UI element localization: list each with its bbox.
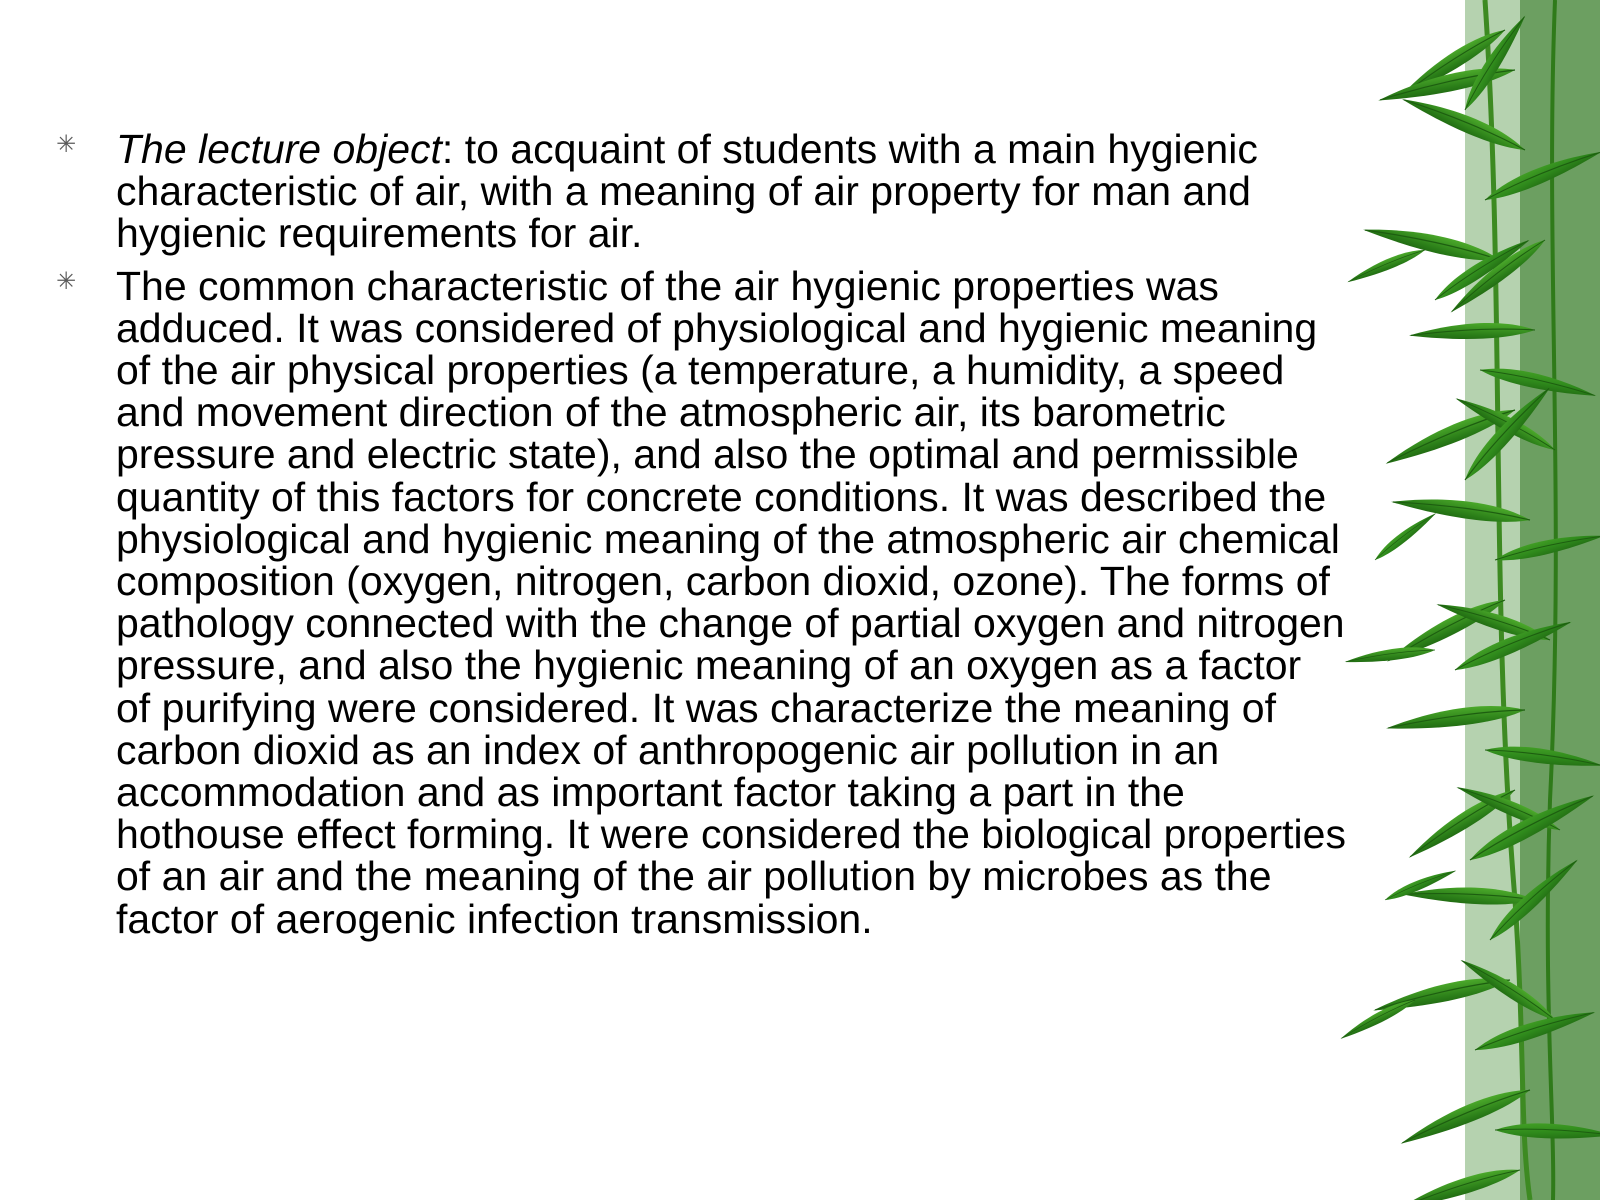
bullet-item-1 [56, 128, 1346, 255]
asterisk-bullet-icon: ✳ [56, 130, 77, 158]
asterisk-bullet-icon: ✳ [56, 266, 77, 295]
bullet-body: : to acquaint of students with a main hygienic characteristic of air, with a meaning of air property for man and hygienic requirements for air. [116, 126, 1258, 257]
bullet-text [116, 128, 1346, 255]
lead-label: The lecture object [116, 126, 442, 172]
bullet-text [116, 262, 1346, 942]
bullet-item-2 [56, 262, 1346, 942]
bamboo-leaves-icon [1315, 0, 1600, 1200]
slide-body [56, 128, 1346, 950]
bullet-body: The common characteristic of the air hygienic properties was adduced. It was considered of physiological and hygienic meaning of the air physical properties (a temperature, a humidity, a speed and movement direction of the atmospheric air, its barometric pressure and electric state), and also the optimal and permissible quantity of this factors for concrete conditions. It was described the physiological and hygienic meaning of the atmospheric air chemical composition (oxygen, nitrogen, carbon dioxid, ozone). The forms of pathology connected with the change of partial oxygen and nitrogen pressure, and also the hygienic meaning of an oxygen as a factor of purifying were considered. It was characterize the meaning of carbon dioxid as an index of anthropogenic air pollution in an accommodation and as important factor taking a part in the hothouse effect forming. It were considered the biological properties of an air and the meaning of the air pollution by microbes as the factor of aerogenic infection transmission. [116, 262, 1346, 942]
